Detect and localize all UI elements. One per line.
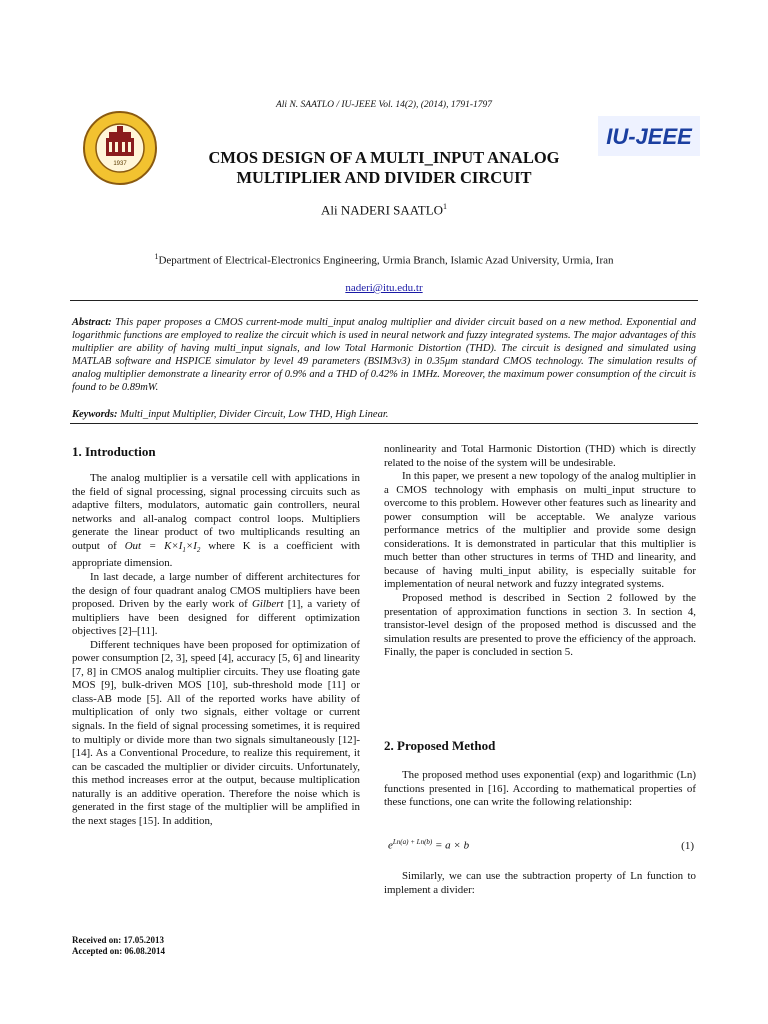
intro-p2-text: In last decade, a large number of different architectures for the design of four quadrant analog CMOS multipliers have been proposed. Driven by the early work of [72, 571, 360, 611]
intro-paragraph-3: Different techniques have been proposed for optimization of power consumption [2, 3], speed [4], accuracy [5, 6] and linearity [7, 8] in CMOS analog multiplier circuits. They use floating gate MOS [9], bulk-driven MOS [10], sub-threshold mode [11] or class-AB mode [5]. All of the reported works have ability of multiplication of only two signals, either voltage or current signals. In the field of signal processing sometimes, it is required to multiply or divide more than two signals simultaneously [12]-[14]. As a Conventional Procedure, to realize this requirement, it can be cascaded the multiplier or divider circuits. Unfortunately, this method increases error at the output, because multiplication naturally is an additive operation. Therefore the noise which is generated in the first stage of the multiplier will be amplified in the next stages [15]. In addition, [72, 638, 360, 827]
intro-equation: Out = $K\times I_1\times I_2$ [124, 539, 201, 554]
equation-number: (1) [681, 840, 694, 852]
submission-dates [72, 935, 165, 957]
column-1 [72, 472, 360, 828]
author-superscript: 1 [443, 202, 448, 211]
affiliation-superscript: 1 [154, 252, 159, 261]
section-heading-introduction: 1. Introduction [72, 444, 156, 459]
col2-paragraph-2: Proposed method is described in Section 2 followed by the presentation of approximation functions in section 3. In section 4, transistor-level design of the proposed method is discussed and the simulation results are presented to prove the efficiency of the approach. Finally, the paper is concluded in section 5. [384, 592, 696, 659]
col2-paragraph-0: nonlinearity and Total Harmonic Distortion (THD) which is directly related to the noise of the system will be undesirable. [384, 443, 696, 469]
intro-p2-text-end: [1], a variety of multipliers have been designed for different optimization objectives [2]–[11]. [72, 598, 361, 638]
gilbert-reference: Gilbert [252, 598, 284, 611]
logo-text: IU-JEEE [606, 124, 692, 149]
intro-paragraph-1 [72, 472, 360, 571]
intro-p1-text: The analog multiplier is a versatile cell with applications in the field of signal processing, signal processing circuits such as adaptive filters, modulators, automatic gain controllers, neural networks and all-analog compact control loops. Multipliers generate the linear product of two multiplicands resulting an output of [72, 472, 360, 552]
proposed-method-intro [384, 769, 696, 810]
university-seal-logo [82, 110, 158, 186]
paper-title [150, 148, 618, 188]
keywords-label: Keywords: [72, 409, 118, 420]
method-paragraph-1: The proposed method uses exponential (exp) and logarithmic (Ln) functions presented in [16]. According to mathematical properties of these functions, one can write the following relationship: [384, 769, 696, 809]
author-email-link[interactable]: naderi@itu.edu.tr [345, 282, 423, 294]
column-2 [384, 443, 696, 660]
seal-year: 1937 [113, 161, 127, 167]
method-paragraph-2: Similarly, we can use the subtraction property of Ln function to implement a divider: [384, 870, 696, 896]
section-heading-proposed-method: 2. Proposed Method [384, 738, 496, 753]
journal-citation: Ali N. SAATLO / IU-JEEE Vol. 14(2), (2014), 1791-1797 [275, 100, 492, 110]
title-line-1: CMOS DESIGN OF A MULTI_INPUT ANALOG [208, 148, 560, 167]
title-line-2: MULTIPLIER AND DIVIDER CIRCUIT [236, 168, 532, 187]
equation-exponent: Ln(a) + Ln(b) [392, 838, 433, 846]
keywords-text: Multi_input Multiplier, Divider Circuit, Low THD, High Linear. [120, 409, 389, 420]
intro-p1-text-end: where K is a coefficient with appropriate dimension. [72, 539, 360, 570]
intro-paragraph-2 [72, 571, 360, 639]
equation-1 [388, 838, 696, 852]
divider-paragraph [384, 870, 696, 897]
abstract [72, 316, 696, 395]
keywords [72, 408, 696, 421]
abstract-label: Abstract: [72, 317, 112, 328]
abstract-text: This paper proposes a CMOS current-mode multi_input analog multiplier and divider circuit based on a new method. Exponential and logarithmic functions are employed to realize the circuit which is used in neural network and fuzzy integrated systems. The major advantages of this multiplier are ability of having multi_input signals, and low Total Harmonic Distortion (THD). The circuit is designed and simulated using MATLAB software and HSPICE simulator by level 49 parameters (BSIM3v3) in 0.35μm standard CMOS technology. The simulation results of analog multiplier demonstrate a linearity error of 0.9% and a THD of 0.42% in 1MHz. Moreover, the maximum power consumption of the circuit is found to be 0.89mW. [72, 317, 696, 394]
affiliation-text: Department of Electrical-Electronics Engineering, Urmia Branch, Islamic Azad University, Urmia, Iran [158, 254, 614, 267]
equation-base: e [388, 839, 393, 852]
equation-rhs: = a × b [434, 839, 470, 852]
accepted-date: Accepted on: 06.08.2014 [72, 946, 165, 956]
author-name: Ali NADERI SAATLO [320, 202, 444, 218]
affiliation-line [0, 252, 768, 267]
received-date: Received on: 17.05.2013 [72, 935, 164, 945]
col2-paragraph-1: In this paper, we present a new topology of the analog multiplier in a CMOS technology with emphasis on multi_input structure to overcome to this problem. However other features such as linearity and power consumption will be acceptable. We analyze various performance metrics of the multiplier and provide some design considerations. It is demonstrated in particular that this multiplier is much better than other structures in terms of THD and linearity, and because of having multi_input ability, is especially suitable for implementation of neural network and fuzzy integrated systems. [384, 470, 696, 591]
author-line [0, 202, 768, 218]
